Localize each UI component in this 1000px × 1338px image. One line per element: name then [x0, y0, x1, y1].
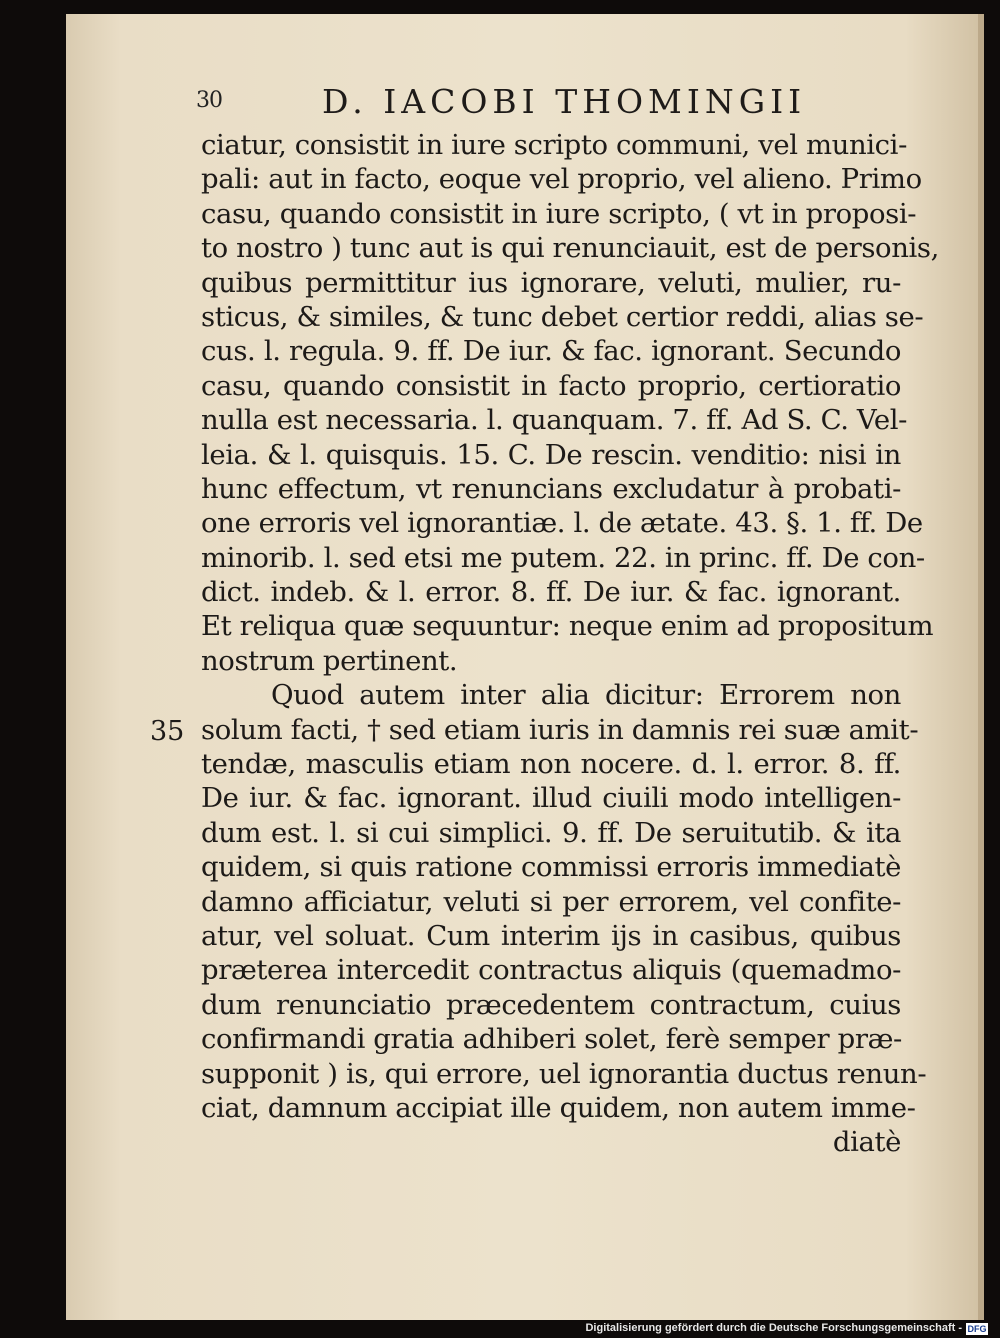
text-line: one erroris vel ignorantiæ. l. de ætate. 43. §. 1. ff. De — [201, 507, 923, 540]
text-line: sticus, & similes, & tunc debet certior reddi, alias se- — [201, 300, 924, 333]
text-line: solum facti, † sed etiam iuris in damnis rei suæ amit- — [201, 713, 919, 746]
text-line: to nostro ) tunc aut is qui renunciauit, est de personis, — [201, 232, 939, 265]
text-line: minorib. l. sed etsi me putem. 22. in princ. ff. De con- — [201, 541, 925, 574]
text-line: Quod autem inter alia dicitur: Errorem non — [271, 679, 901, 712]
text-line: quidem, si quis ratione commissi erroris immediatè — [201, 851, 901, 884]
text-line: præterea intercedit contractus aliquis (quemadmo- — [201, 954, 901, 987]
footer-bar — [0, 1320, 1000, 1338]
text-line: supponit ) is, qui errore, uel ignorantia ductus renun- — [201, 1057, 927, 1090]
text-line: nostrum pertinent. — [201, 644, 458, 677]
text-line: damno afficiatur, veluti si per errorem, vel confite- — [201, 885, 901, 918]
text-line: casu, quando consistit in facto proprio, certioratio — [201, 369, 901, 402]
text-line: hunc effectum, vt renuncians excludatur à probati- — [201, 472, 901, 505]
text-line: pali: aut in facto, eoque vel proprio, vel alieno. Primo — [201, 163, 922, 196]
text-line: confirmandi gratia adhiberi solet, ferè semper præ- — [201, 1023, 902, 1056]
margin-line-number: 35 — [150, 716, 185, 747]
text-line: De iur. & fac. ignorant. illud ciuili modo intelligen- — [201, 782, 901, 815]
text-line: atur, vel soluat. Cum interim ijs in casibus, quibus — [201, 919, 901, 952]
dfg-logo: DFG — [967, 1324, 987, 1334]
text-line: ciatur, consistit in iure scripto communi, vel munici- — [201, 129, 907, 161]
text-line: dum est. l. si cui simplici. 9. ff. De seruitutib. & ita — [201, 816, 901, 849]
text-line: tendæ, masculis etiam non nocere. d. l. error. 8. ff. — [201, 748, 901, 781]
text-line: quibus permittitur ius ignorare, veluti, mulier, ru- — [201, 266, 901, 299]
text-line: Et reliqua quæ sequuntur: neque enim ad propositum — [201, 610, 934, 643]
text-line: cus. l. regula. 9. ff. De iur. & fac. ignorant. Secundo — [201, 335, 901, 368]
text-line: nulla est necessaria. l. quanquam. 7. ff. Ad S. C. Vel- — [201, 404, 908, 437]
text-line: ciat, damnum accipiat ille quidem, non autem imme- — [201, 1091, 916, 1124]
catchword: diatè — [832, 1126, 901, 1159]
body-text — [201, 128, 939, 1160]
text-line: leia. & l. quisquis. 15. C. De rescin. venditio: nisi in — [201, 438, 901, 471]
text-line: dict. indeb. & l. error. 8. ff. De iur. & fac. ignorant. — [201, 576, 901, 609]
funding-credit: Digitalisierung gefördert durch die Deutsche Forschungsgemeinschaft - — [585, 1322, 962, 1334]
text-line: dum renunciatio præcedentem contractum, cuius — [201, 988, 901, 1021]
text-line: casu, quando consistit in iure scripto, ( vt in proposi- — [201, 197, 917, 230]
page-number: 30 — [196, 88, 222, 113]
running-head: D. IACOBI THOMINGII — [322, 82, 807, 121]
